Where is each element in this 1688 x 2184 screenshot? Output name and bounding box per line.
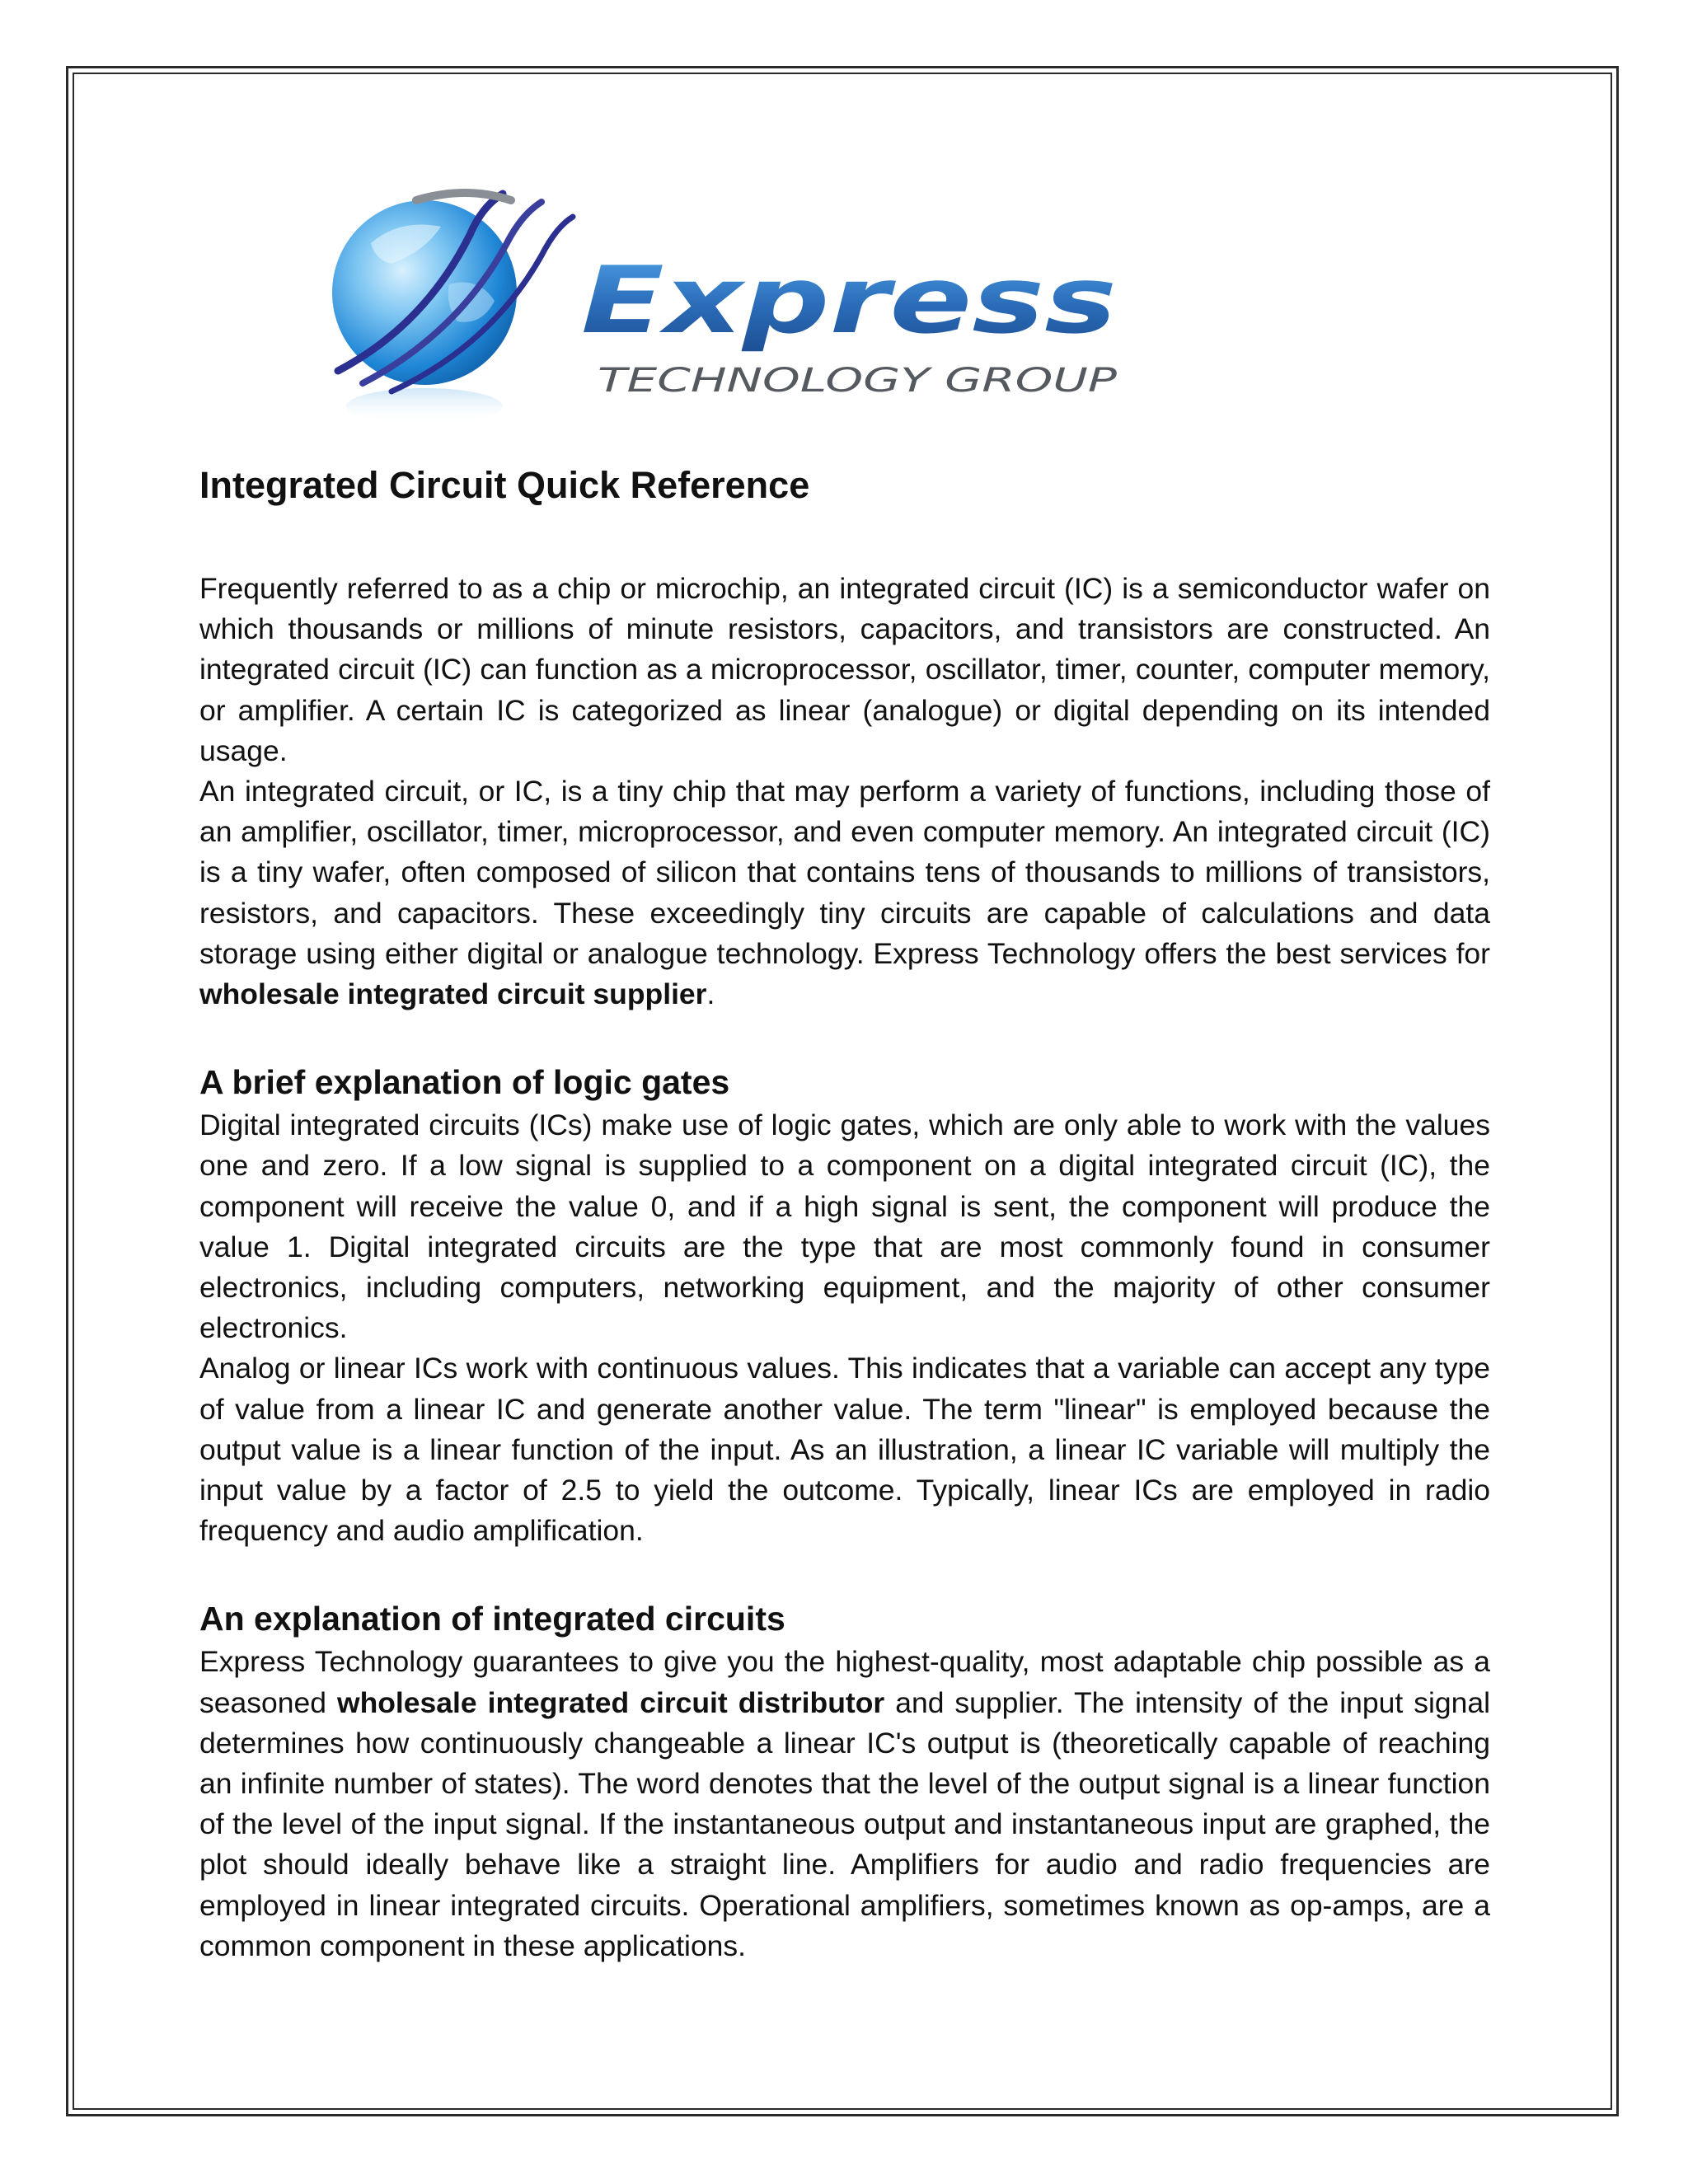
intro-section — [199, 569, 1490, 1015]
globe-icon — [332, 200, 517, 424]
express-technology-logo — [326, 185, 1125, 449]
logic-gates-paragraph-2: Analog or linear ICs work with continuous values. This indicates that a variable can accept any type of value from a linear IC and generate another value. The term "linear" is employed because the output value is a linear function of the input. As an illustration, a linear IC variable will multiply the input value by a factor of 2.5 to yield the outcome. Typically, linear ICs are employed in radio frequency and audio amplification. — [199, 1352, 1490, 1548]
integrated-circuits-heading: An explanation of integrated circuits — [199, 1600, 785, 1638]
integrated-circuits-section — [199, 1596, 1490, 1966]
integrated-circuits-paragraph: Express Technology guarantees to give you the highest-quality, most adaptable chip possible as a seasoned wholesale integrated circuit distributor and supplier. The intensity of the input signal determines how continuously changeable a linear IC's output is (theoretically capable of reaching an infinite number of states). The word denotes that the level of the output signal is a linear function of the level of the input signal. If the instantaneous output and instantaneous input are graphed, the plot should ideally behave like a straight line. Amplifiers for audio and radio frequencies are employed in linear integrated circuits. Operational amplifiers, sometimes known as op-amps, are a common component in these applications. — [199, 1645, 1490, 1962]
document-title: Integrated Circuit Quick Reference — [199, 464, 810, 506]
supplier-keyword: wholesale integrated circuit supplier — [199, 977, 707, 1011]
logo-tagline-text: TECHNOLOGY GROUP — [598, 362, 1118, 400]
intro-paragraph-2: An integrated circuit, or IC, is a tiny chip that may perform a variety of functions, including those of an amplifier, oscillator, timer, microprocessor, and even computer memory. An integrated circuit (IC) is a tiny wafer, often composed of silicon that contains tens of thousands to millions of transistors, resistors, and capacitors. These exceedingly tiny circuits are capable of calculations and data storage using either digital or analogue technology. Express Technology offers the best services for wholesale integrated circuit supplier. — [199, 775, 1490, 1011]
distributor-keyword: wholesale integrated circuit distributor — [336, 1685, 885, 1719]
logic-gates-heading: A brief explanation of logic gates — [199, 1063, 730, 1102]
logic-gates-paragraph-1: Digital integrated circuits (ICs) make use of logic gates, which are only able to work with the values one and zero. If a low signal is supplied to a component on a digital integrated circuit (IC), the component will receive the value 0, and if a high signal is sent, the component will produce the value 1. Digital integrated circuits are the type that are most commonly found in consumer electronics, including computers, networking equipment, and the majority of other consumer electronics. — [199, 1108, 1490, 1345]
logic-gates-section — [199, 1059, 1490, 1551]
intro-paragraph-1: Frequently referred to as a chip or microchip, an integrated circuit (IC) is a semiconductor wafer on which thousands or millions of minute resistors, capacitors, and transistors are constructed. An integrated circuit (IC) can function as a microprocessor, oscillator, timer, counter, computer memory, or amplifier. A certain IC is categorized as linear (analogue) or digital depending on its intended usage. — [199, 572, 1490, 767]
document-body — [199, 457, 1490, 1966]
logo-brand-text: Express — [581, 247, 1117, 354]
